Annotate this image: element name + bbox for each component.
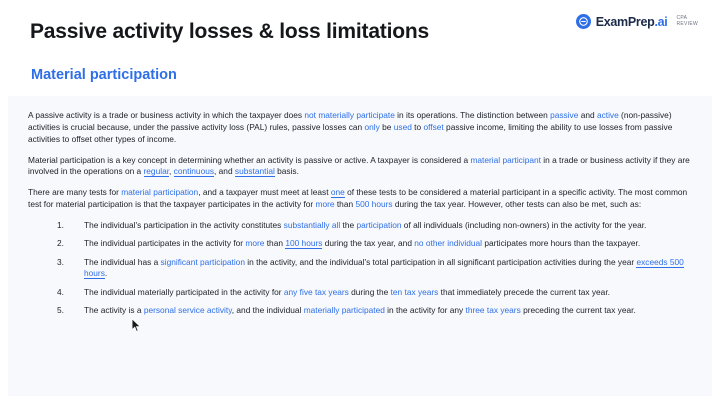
text: , and the individual <box>231 305 304 316</box>
logo-suffix: .ai <box>654 14 668 29</box>
logo-sub-line1: CPA <box>676 15 688 22</box>
highlight-underlined: continuous <box>173 166 215 177</box>
highlight: active <box>596 110 619 120</box>
text: . <box>104 268 108 279</box>
logo-name: ExamPrep <box>595 14 655 29</box>
highlight: only <box>364 121 380 132</box>
content-panel <box>8 96 712 396</box>
highlight: 500 hours <box>355 199 393 210</box>
text: of all individuals (including non-owners) in the activity for the year. <box>401 219 647 230</box>
text: in the activity, and the individual's total participation in all significant participation activities during the year <box>244 256 637 267</box>
highlight-underlined: 100 hours <box>285 238 323 249</box>
list-item <box>62 287 690 299</box>
text: , and a taxpayer must meet at least <box>198 187 331 198</box>
text: than <box>334 199 356 210</box>
list-item <box>62 257 690 281</box>
text: A passive activity is a trade or business activity in which the taxpayer does <box>28 110 305 120</box>
highlight: more <box>315 199 335 210</box>
logo-sub-line2: REVIEW <box>676 20 698 27</box>
section-subtitle: Material participation <box>31 67 177 83</box>
text: basis. <box>274 166 299 177</box>
text: passive income, limiting the ability to use losses from passive activities to offset other types of income. <box>28 121 673 144</box>
text: that immediately precede the current tax year. <box>438 286 610 297</box>
text: and <box>578 110 597 120</box>
highlight: more <box>245 238 265 249</box>
highlight: no other individual <box>414 238 483 249</box>
highlight: any five tax years <box>283 286 349 297</box>
list-item <box>62 305 690 317</box>
text: , <box>169 166 174 177</box>
text: , and <box>214 166 235 177</box>
text: The individual's participation in the activity constitutes <box>84 219 284 230</box>
text: preceding the current tax year. <box>520 305 636 316</box>
highlight: significant participation <box>160 256 245 267</box>
text: during the <box>348 286 391 297</box>
text: participates more hours than the taxpayer. <box>482 238 641 249</box>
text: The individual has a <box>84 256 161 267</box>
highlight: substantially all <box>283 219 341 230</box>
highlight-underlined: exceeds 500 hours <box>84 256 684 279</box>
text: the <box>340 219 357 230</box>
highlight: material participant <box>470 154 541 165</box>
list-item <box>62 220 690 232</box>
text: There are many tests for <box>28 187 122 198</box>
text: (non-passive) activities is crucial because, under the passive activity loss (PAL) rules, passive losses can <box>28 110 672 132</box>
text: during the tax year, and <box>322 238 415 249</box>
highlight-underlined: substantial <box>234 166 275 177</box>
examprep-logo-icon <box>576 14 591 29</box>
highlight-underlined: one <box>330 187 345 198</box>
text: in its operations. The distinction between <box>394 110 551 120</box>
text: Material participation is a key concept in determining whether an activity is passive or active. A taxpayer is considered a <box>28 154 471 165</box>
logo-text <box>596 15 668 29</box>
highlight: materially participated <box>303 305 385 316</box>
logo <box>576 14 698 29</box>
paragraph-definition <box>28 110 690 146</box>
text: be <box>379 121 394 132</box>
highlight: three tax years <box>465 305 521 316</box>
page-title: Passive activity losses & loss limitations <box>30 20 429 43</box>
text: to <box>411 121 424 132</box>
highlight: offset <box>423 121 444 132</box>
highlight: personal service activity <box>143 305 232 316</box>
highlight-underlined: regular <box>143 166 170 177</box>
paragraph-tests-intro <box>28 187 690 211</box>
paragraph-material-participation <box>28 155 690 179</box>
text: of these tests to be considered a material participant in a specific activity. The most common test for material participation is that the taxpayer participates in the activity for <box>28 187 688 210</box>
highlight: material participation <box>121 187 199 198</box>
text: than <box>264 238 286 249</box>
text: during the tax year. However, other tests can also be met, such as: <box>392 199 642 210</box>
highlight: passive <box>550 110 579 120</box>
text: in a trade or business activity if they are involved in the operations on a <box>28 154 690 177</box>
text: The activity is a <box>84 305 144 316</box>
tests-list <box>28 220 690 317</box>
logo-subtext <box>676 16 698 27</box>
text: in the activity for any <box>384 305 466 316</box>
highlight: not materially participate <box>304 110 395 120</box>
highlight: ten tax years <box>390 286 439 297</box>
highlight: participation <box>356 219 402 230</box>
list-item <box>62 238 690 250</box>
highlight: used <box>393 121 412 132</box>
text: The individual materially participated in the activity for <box>84 286 284 297</box>
text: The individual participates in the activity for <box>84 238 246 249</box>
